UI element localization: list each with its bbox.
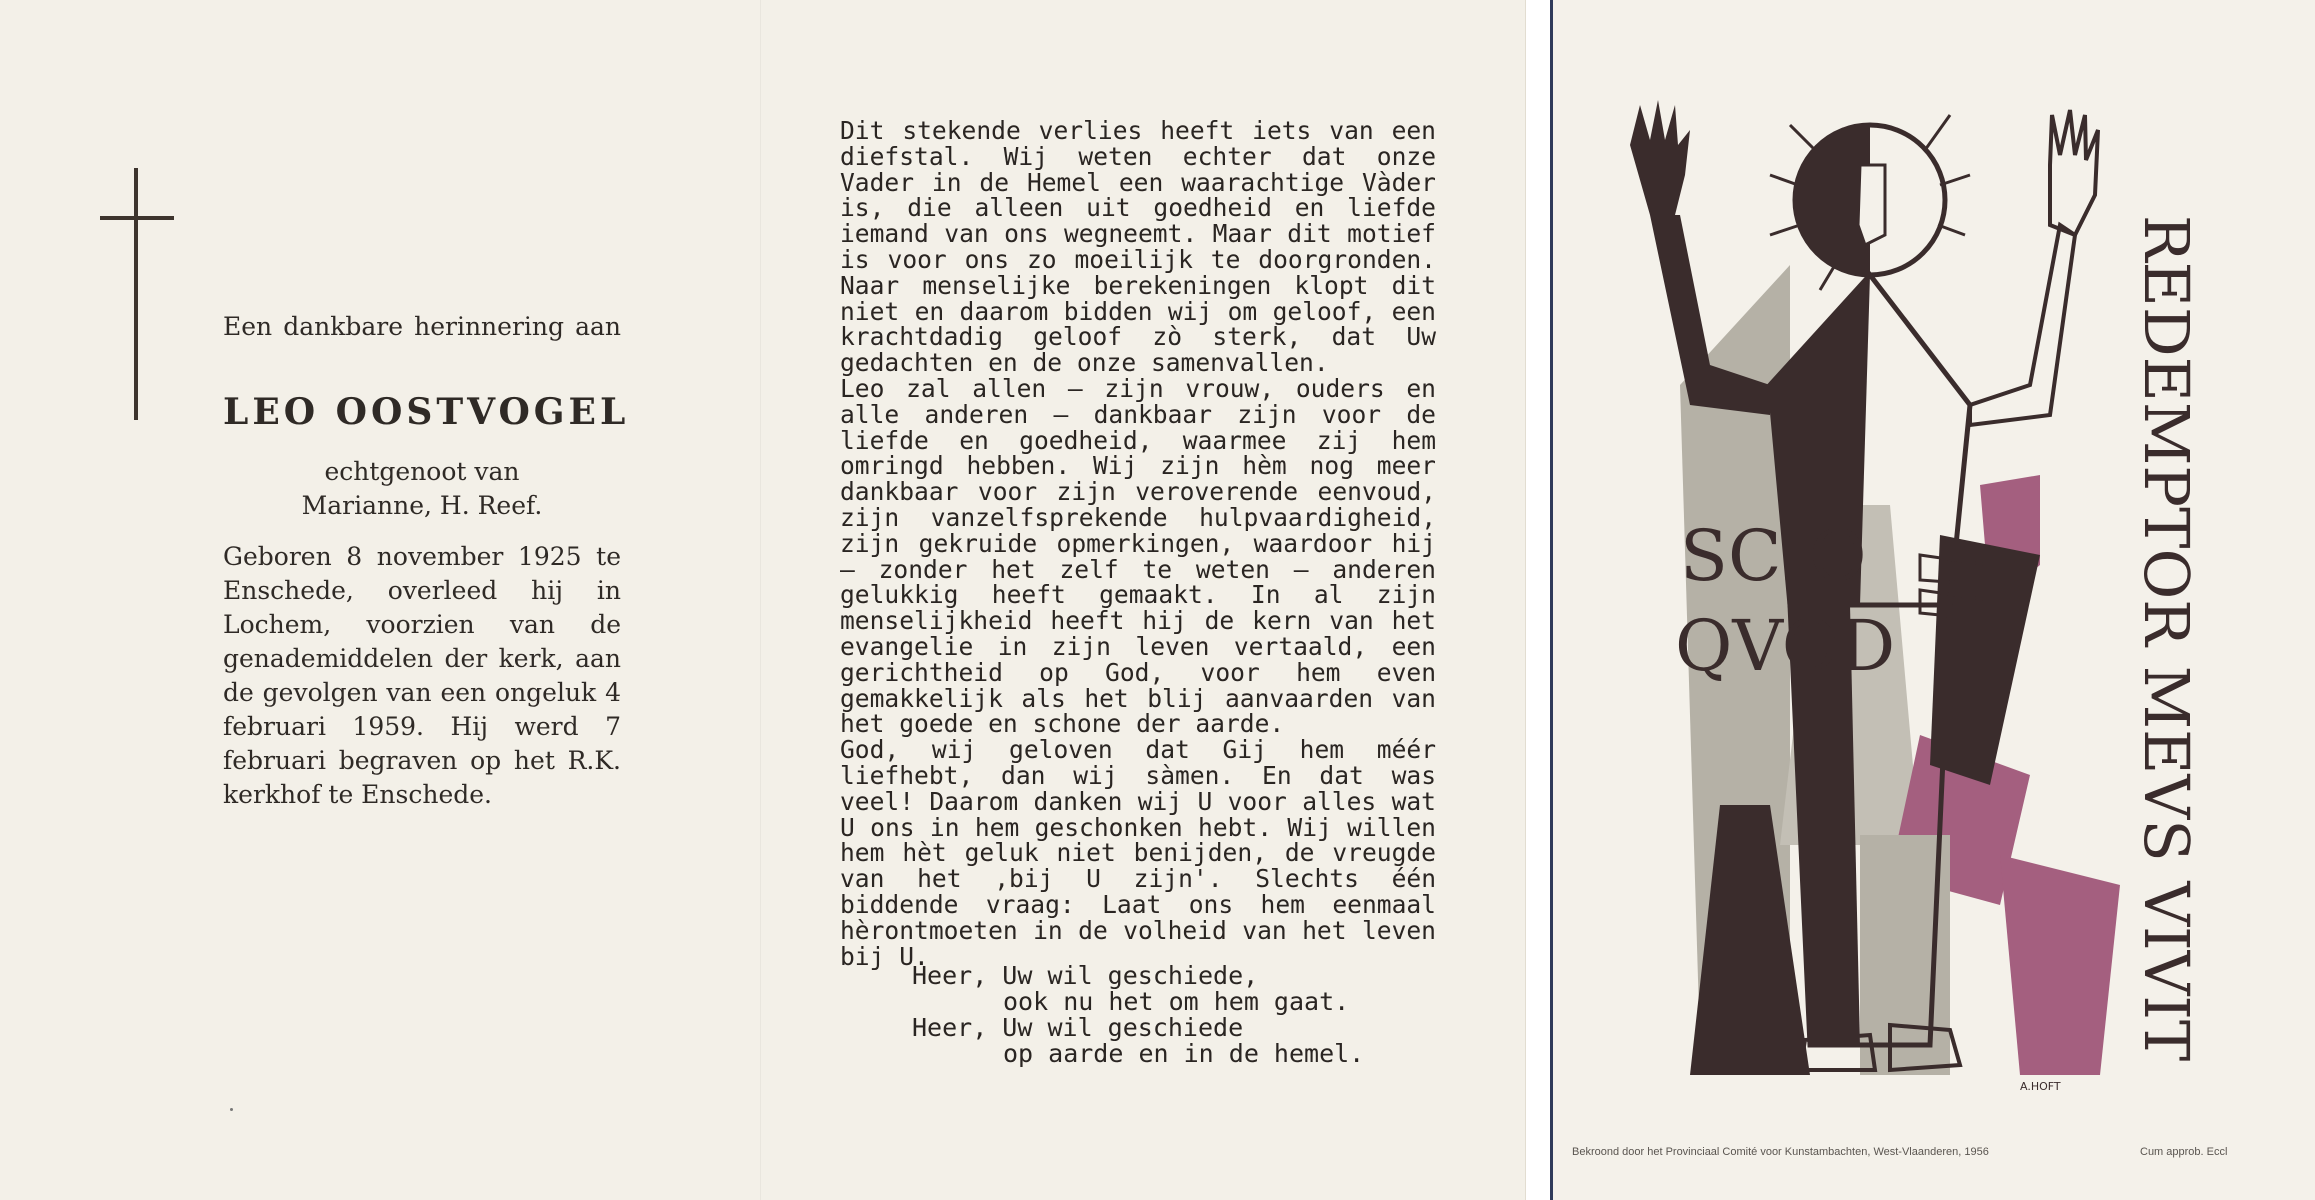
- prayer-line: op aarde en in de hemel.: [1003, 1039, 1365, 1068]
- spouse-name: Marianne, H. Reef.: [301, 491, 543, 520]
- redemptor-text: REDEMPTOR MEVS VIVIT: [2130, 215, 2203, 1062]
- deceased-name: LEO OOSTVOGEL: [223, 391, 630, 433]
- tribute-text: [840, 118, 1436, 969]
- fold-line: [760, 0, 761, 1200]
- intro-text: Een dankbare herinnering aan: [223, 312, 621, 341]
- qvod-text: QVOD: [1675, 605, 1896, 687]
- face: [1858, 165, 1885, 245]
- magenta-plane: [2000, 855, 2120, 1075]
- ecclesiastical-approbation: Cum approb. Eccl: [2140, 1146, 2228, 1158]
- artist-signature: A.HOFT: [2020, 1080, 2061, 1093]
- right-hand: [2050, 110, 2098, 235]
- closing-prayer: [912, 963, 1364, 1067]
- tribute-paragraph: Dit stekende verlies heeft iets van een diefstal. Wij weten echter dat onze Vader in de Hemel een waarachtige Vàder is, die alleen uit goedheid en liefde iemand van ons wegneemt. Maar dit motief is voor ons zo moeilijk te doorgronden. Naar menselijke berekeningen klopt dit niet en daarom bidden wij om geloof, een krachtdadig geloof zò sterk, dat Uw gedachten en de onze samenvallen.: [840, 116, 1436, 378]
- award-credit: Bekroond door het Provinciaal Comité voor Kunstambachten, West-Vlaanderen, 1956: [1572, 1146, 1989, 1158]
- left-hand: [1630, 100, 1690, 215]
- tribute-paragraph: God, wij geloven dat Gij hem méér liefhebt, dan wij sàmen. En dat was veel! Daarom danken wij U voor alles wat U ons in hem geschonken hebt. Wij willen hem hèt geluk niet benijden, de vreugde van het ,bij U zijn'. Slechts één biddende vraag: Laat ons hem eenmaal hèrontmoeten in de volheid van het leven bij U.: [840, 735, 1436, 971]
- prayer-line: Heer, Uw wil geschiede,: [912, 961, 1259, 990]
- prayer-line: ook nu het om hem gaat.: [1003, 987, 1350, 1016]
- paper-speck: [230, 1108, 233, 1111]
- redeemer-artwork: [1620, 85, 2220, 1125]
- scio-text: SCIO: [1680, 515, 1867, 597]
- biography-text: Geboren 8 november 1925 te Enschede, overleed hij in Lochem, voorzien van de genademiddelen der kerk, aan de gevolgen van een ongeluk 4 februari 1959. Hij werd 7 februari begraven op het R.K. kerkhof te Enschede.: [223, 542, 621, 809]
- tribute-paragraph: Leo zal allen — zijn vrouw, ouders en alle anderen — dankbaar zijn voor de liefde en goedheid, waarmee zij hem omringd hebben. Wij zijn hèm nog meer dankbaar voor zijn veroverende eenvoud, zijn vanzelfsprekende hulpvaardigheid, zijn gekruide opmerkingen, waardoor hij — zonder het zelf te weten — anderen gelukkig heeft gemaakt. In al zijn menselijkheid heeft hij de kern van het evangelie in zijn leven vertaald, een gerichtheid op God, voor hem even gemakkelijk als het blij aanvaarden van het goede en schone der aarde.: [840, 373, 1436, 739]
- prayer-line: Heer, Uw wil geschiede: [912, 1013, 1244, 1042]
- right-arm: [1970, 225, 2075, 425]
- spouse-info: [223, 455, 621, 523]
- spouse-relation: echtgenoot van: [324, 457, 520, 486]
